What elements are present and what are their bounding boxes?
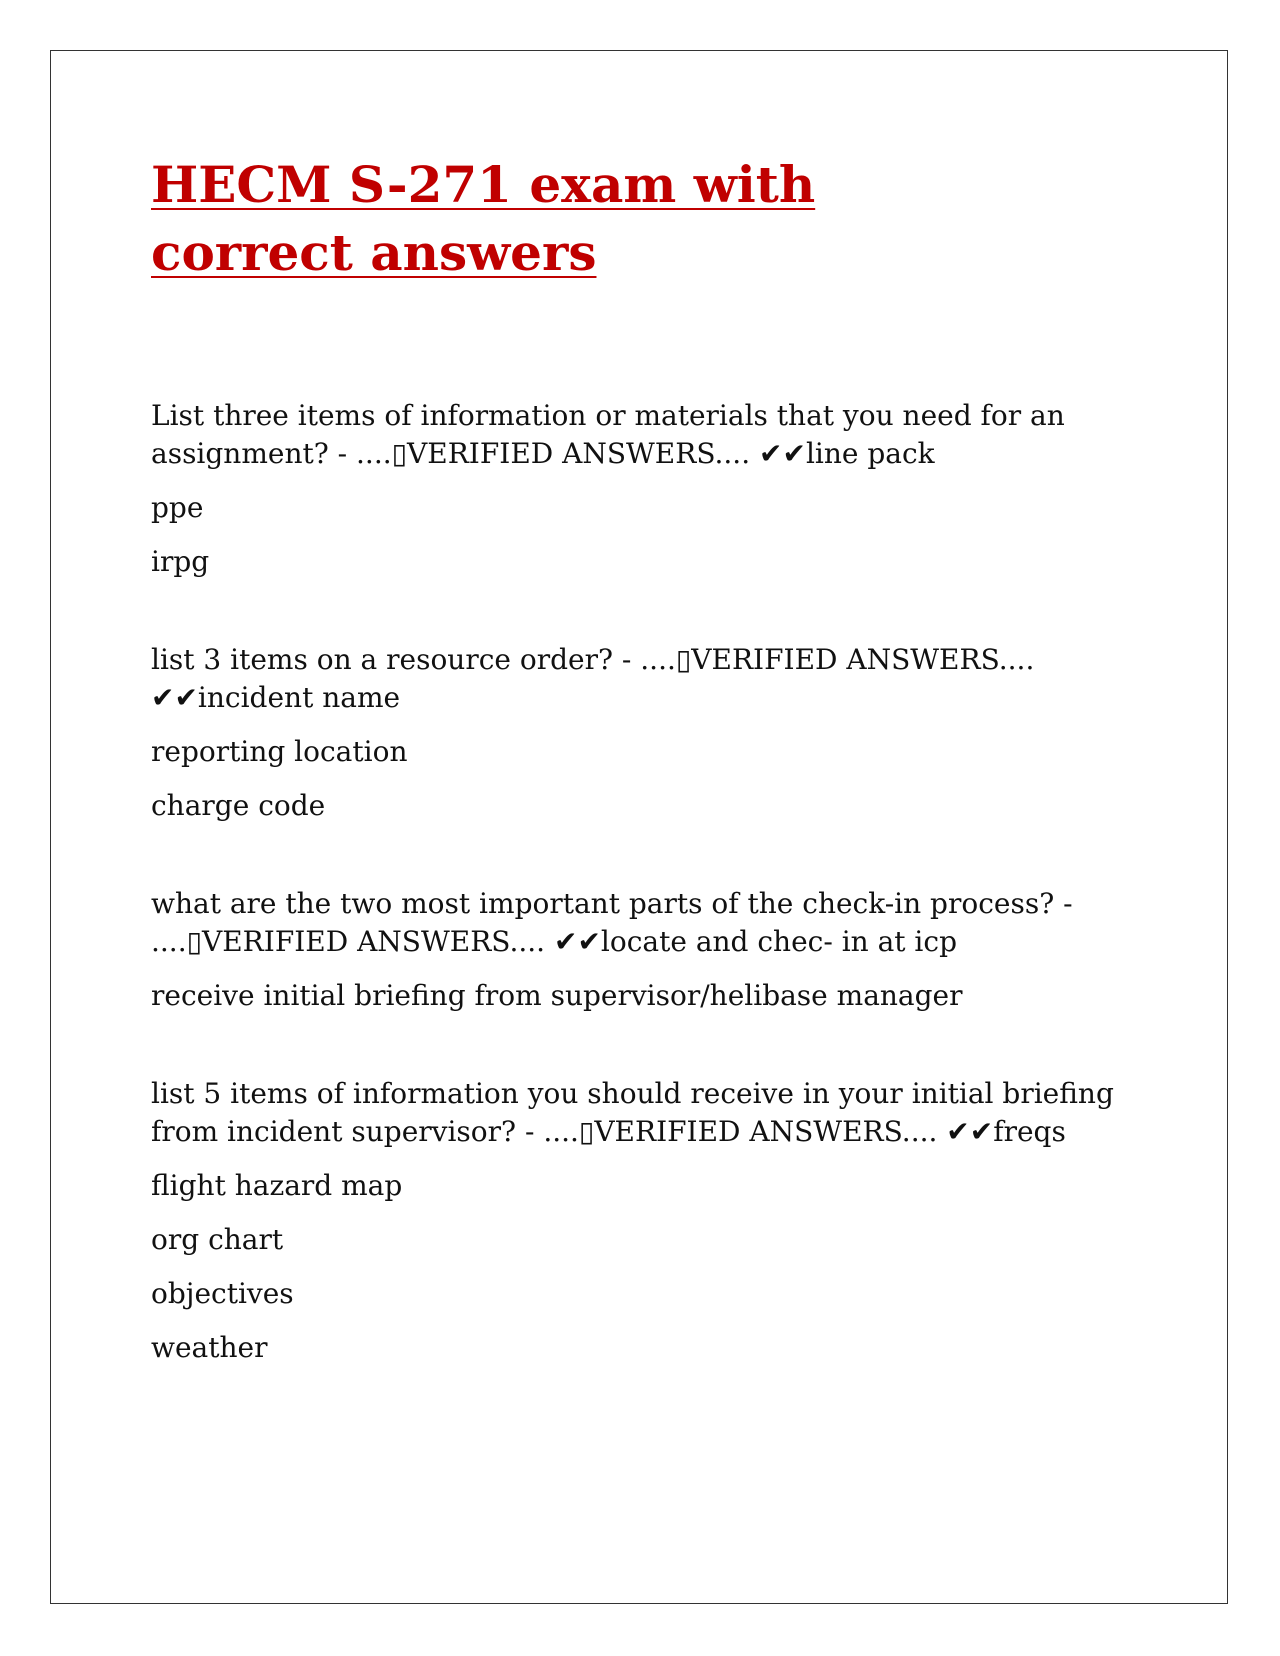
qa-item (151, 1075, 1151, 1367)
question-text: list 5 items of information you should receive in your initial briefing from incident supervisor? - ....▯VERIFIED ANSWERS.... ✔✔freqs (151, 1077, 1114, 1148)
question-text: List three items of information or materials that you need for an assignment? - ....▯VERIFIED ANSWERS.... ✔✔line pack (151, 399, 1065, 470)
answer-line: charge code (151, 789, 326, 822)
qa-item (151, 885, 1151, 1015)
qa-item (151, 397, 1151, 581)
question-text: what are the two most important parts of the check-in process? - ....▯VERIFIED ANSWERS.... ✔✔locate and chec- in at icp (151, 887, 1073, 958)
answer-line: weather (151, 1331, 268, 1364)
answer-line: objectives (151, 1277, 294, 1310)
question-text: list 3 items on a resource order? - ....▯VERIFIED ANSWERS.... ✔✔incident name (151, 643, 1035, 714)
qa-item (151, 641, 1151, 825)
answer-line: irpg (151, 545, 210, 578)
qa-list (151, 397, 1151, 1367)
answer-line: flight hazard map (151, 1169, 403, 1202)
answer-line: org chart (151, 1223, 284, 1256)
answer-line: reporting location (151, 735, 408, 768)
document-title: HECM S-271 exam with correct answers (151, 155, 816, 282)
answer-line: ppe (151, 491, 204, 524)
document-content (151, 151, 1151, 1427)
answer-line: receive initial briefing from supervisor/helibase manager (151, 979, 963, 1012)
document-page (50, 50, 1228, 1604)
